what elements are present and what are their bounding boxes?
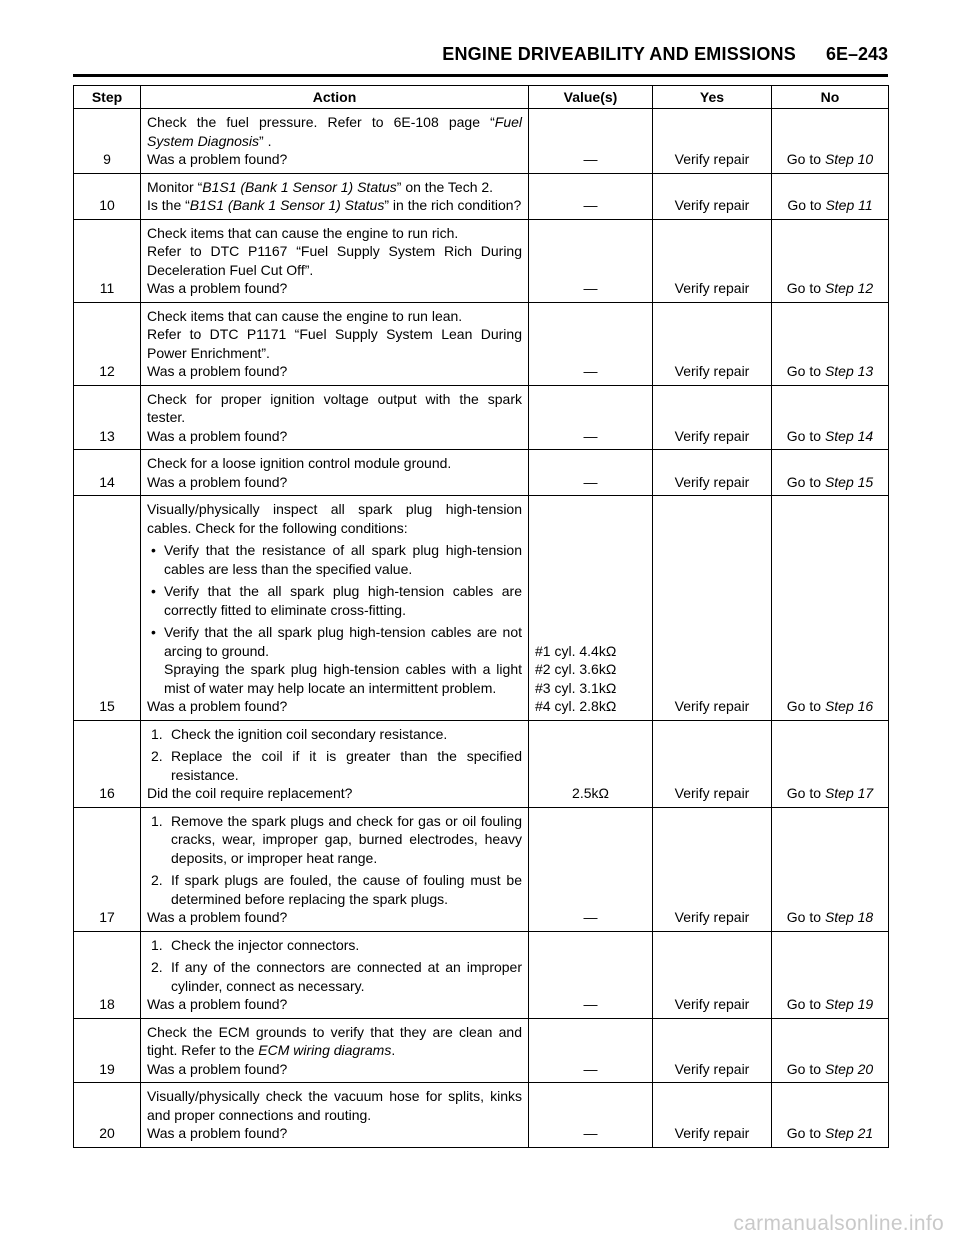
goto-step-link[interactable]: Step 17: [824, 785, 874, 801]
goto-step-link[interactable]: Step 14: [824, 427, 874, 444]
step-values: [529, 173, 653, 219]
value-text: —: [583, 909, 598, 925]
step-action: Visually/physically check the vacuum hose for splits, kinks and proper connections and routing. Was a problem found?: [141, 1083, 529, 1148]
no-action: [772, 931, 889, 1018]
value-text: —: [583, 197, 598, 213]
value-text: —: [583, 1060, 598, 1077]
table-header-row: [74, 86, 889, 109]
value-text: #2 cyl. 3.6kΩ: [535, 661, 617, 677]
no-action-prefix: Go to: [786, 785, 825, 801]
goto-step-link[interactable]: Step 18: [824, 909, 874, 925]
page-header: [73, 44, 888, 77]
no-action-prefix: Go to: [786, 1060, 825, 1077]
no-action: [772, 1018, 889, 1083]
step-values: [529, 1083, 653, 1148]
step-number: 16: [74, 720, 141, 807]
no-action: [772, 496, 889, 721]
step-number: 18: [74, 931, 141, 1018]
value-text: —: [583, 363, 598, 379]
yes-action: Verify repair: [653, 720, 772, 807]
column-header-values: Value(s): [529, 86, 653, 109]
no-action-prefix: Go to: [786, 151, 825, 167]
value-text: —: [583, 427, 598, 444]
no-action-prefix: Go to: [786, 280, 825, 296]
step-action: 1. Remove the spark plugs and check for gas or oil fouling cracks, wear, improper gap, burned electrodes, heavy deposits, or improper heat range. 2. If spark plugs are fouled, the cause of fouling must be determined before replacing the spark plugs. Was a problem found?: [141, 807, 529, 931]
no-action-prefix: Go to: [786, 473, 825, 490]
table-row: [74, 720, 889, 807]
step-action: Check the fuel pressure. Refer to 6E-108 page “Fuel System Diagnosis” . Was a problem found?: [141, 109, 529, 174]
no-action-prefix: Go to: [787, 197, 826, 213]
page-number: 6E–243: [825, 44, 888, 64]
goto-step-link[interactable]: Step 13: [824, 363, 874, 379]
goto-step-link[interactable]: Step 12: [824, 280, 874, 296]
step-values: [529, 385, 653, 450]
step-number: 13: [74, 385, 141, 450]
no-action: [772, 219, 889, 302]
yes-action: Verify repair: [653, 302, 772, 385]
step-values: [529, 450, 653, 496]
yes-action: Verify repair: [653, 1018, 772, 1083]
step-values: [529, 1018, 653, 1083]
goto-step-link[interactable]: Step 11: [825, 197, 873, 213]
step-action: 1. Check the ignition coil secondary resistance. 2. Replace the coil if it is greater than the specified resistance. Did the coil require replacement?: [141, 720, 529, 807]
diagnostic-steps-table: [73, 85, 889, 1148]
yes-action: Verify repair: [653, 450, 772, 496]
no-action: [772, 173, 889, 219]
value-text: #3 cyl. 3.1kΩ: [535, 679, 617, 696]
value-text: —: [583, 1125, 598, 1141]
step-values: [529, 496, 653, 721]
step-number: 15: [74, 496, 141, 721]
no-action-prefix: Go to: [786, 363, 825, 379]
goto-step-link[interactable]: Step 15: [824, 473, 874, 490]
column-header-step: Step: [74, 86, 141, 109]
yes-action: Verify repair: [653, 807, 772, 931]
value-text: —: [583, 151, 598, 167]
step-action: Check for proper ignition voltage output with the spark tester. Was a problem found?: [141, 385, 529, 450]
step-number: 14: [74, 450, 141, 496]
column-header-no: No: [772, 86, 889, 109]
goto-step-link[interactable]: Step 21: [824, 1125, 874, 1141]
step-number: 17: [74, 807, 141, 931]
goto-step-link[interactable]: Step 19: [824, 996, 874, 1012]
no-action: [772, 385, 889, 450]
yes-action: Verify repair: [653, 109, 772, 174]
table-row: [74, 173, 889, 219]
watermark: carmanualsonline.info: [733, 1212, 944, 1235]
step-action: Monitor “B1S1 (Bank 1 Sensor 1) Status” on the Tech 2. Is the “B1S1 (Bank 1 Sensor 1) Status” in the rich condition?: [141, 173, 529, 219]
no-action: [772, 807, 889, 931]
no-action-prefix: Go to: [786, 996, 825, 1012]
column-header-yes: Yes: [653, 86, 772, 109]
step-number: 10: [74, 173, 141, 219]
no-action-prefix: Go to: [786, 427, 825, 444]
step-number: 9: [74, 109, 141, 174]
no-action: [772, 450, 889, 496]
table-row: [74, 496, 889, 721]
no-action: [772, 720, 889, 807]
yes-action: Verify repair: [653, 219, 772, 302]
step-number: 12: [74, 302, 141, 385]
table-row: [74, 931, 889, 1018]
no-action: [772, 302, 889, 385]
yes-action: Verify repair: [653, 173, 772, 219]
section-title: ENGINE DRIVEABILITY AND EMISSIONS: [442, 44, 796, 64]
step-values: [529, 931, 653, 1018]
value-text: 2.5kΩ: [572, 785, 609, 801]
step-number: 19: [74, 1018, 141, 1083]
goto-step-link[interactable]: Step 10: [824, 151, 874, 167]
step-values: [529, 807, 653, 931]
no-action-prefix: Go to: [786, 698, 825, 714]
step-action: Check the ECM grounds to verify that they are clean and tight. Refer to the ECM wiring diagrams. Was a problem found?: [141, 1018, 529, 1083]
step-values: [529, 109, 653, 174]
no-action: [772, 109, 889, 174]
goto-step-link[interactable]: Step 16: [824, 698, 874, 714]
step-action: Check for a loose ignition control module ground. Was a problem found?: [141, 450, 529, 496]
no-action: [772, 1083, 889, 1148]
step-action: 1. Check the injector connectors. 2. If any of the connectors are connected at an improper cylinder, connect as necessary. Was a problem found?: [141, 931, 529, 1018]
step-values: [529, 302, 653, 385]
value-text: —: [583, 280, 598, 296]
step-values: [529, 219, 653, 302]
table-row: [74, 1083, 889, 1148]
table-row: [74, 109, 889, 174]
table-row: [74, 450, 889, 496]
step-action: Check items that can cause the engine to run lean. Refer to DTC P1171 “Fuel Supply System Lean During Power Enrichment”. Was a problem found?: [141, 302, 529, 385]
table-row: [74, 1018, 889, 1083]
yes-action: Verify repair: [653, 931, 772, 1018]
step-values: [529, 720, 653, 807]
no-action-prefix: Go to: [786, 909, 825, 925]
goto-step-link[interactable]: Step 20: [824, 1060, 874, 1077]
step-action: Check items that can cause the engine to run rich. Refer to DTC P1167 “Fuel Supply System Rich During Deceleration Fuel Cut Off”. Was a problem found?: [141, 219, 529, 302]
yes-action: Verify repair: [653, 496, 772, 721]
value-text: —: [583, 996, 598, 1012]
no-action-prefix: Go to: [786, 1125, 825, 1141]
value-text: —: [583, 473, 598, 490]
step-number: 20: [74, 1083, 141, 1148]
step-number: 11: [74, 219, 141, 302]
yes-action: Verify repair: [653, 1083, 772, 1148]
value-text: #1 cyl. 4.4kΩ: [535, 642, 617, 659]
yes-action: Verify repair: [653, 385, 772, 450]
table-row: [74, 807, 889, 931]
table-row: [74, 219, 889, 302]
table-row: [74, 385, 889, 450]
table-row: [74, 302, 889, 385]
step-action: Visually/physically inspect all spark plug high-tension cables. Check for the following conditions: • Verify that the resistance of all spark plug high-tension cables are less than the specified value. • Verify that the all spark plug high-tension cables are correctly fitted to eliminate cross-fitting. • Verify that the all spark plug high-tension cables are not arcing to ground. Spraying the spark plug high-tension cables with a light mist of water may help locate an intermittent problem. Was a problem found?: [141, 496, 529, 721]
column-header-action: Action: [141, 86, 529, 109]
value-text: #4 cyl. 2.8kΩ: [535, 698, 617, 714]
